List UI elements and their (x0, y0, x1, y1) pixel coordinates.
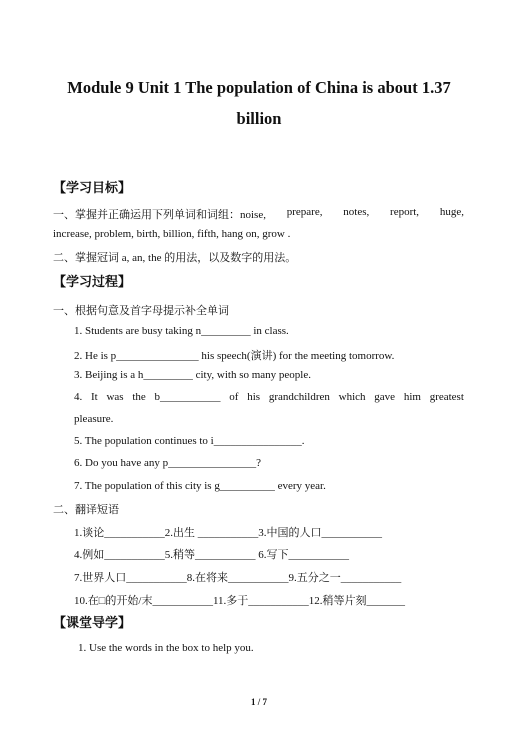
item4-word: him (403, 391, 421, 403)
guide-item-1: 1. Use the words in the box to help you. (78, 642, 254, 654)
section-heading-process: 【学习过程】 (53, 275, 132, 290)
item4-word: b___________ (154, 391, 221, 403)
page-title-line2: billion (236, 109, 282, 128)
item4-word: grandchildren (268, 391, 330, 403)
objectives-line-2: increase, problem, birth, billion, fifth, hang on, grow . (53, 228, 291, 240)
phrase-row-4: 10.在□的开始/末___________11.多于___________12.稍等片刻_______ (74, 595, 406, 607)
page-number: 1 / 7 (250, 697, 267, 707)
objectives-word: 一、掌握并正确运用下列单词和词组：noise, (53, 209, 266, 221)
item4-word: 4. (74, 391, 83, 403)
section-heading-guide: 【课堂导学】 (53, 616, 132, 631)
objectives-word: prepare, (286, 206, 323, 218)
exercise-item-3: 3. Beijing is a h_________ city, with so many people. (74, 369, 311, 381)
page-title-line1: Module 9 Unit 1 The population of China is about 1.37 (67, 78, 451, 97)
phrase-row-2: 4.例如___________5.稍等___________ 6.写下___________ (74, 549, 349, 561)
item4-word: of (229, 391, 239, 403)
item4-word: It (91, 391, 98, 403)
exercise-item-5: 5. The population continues to i________________. (74, 435, 305, 447)
exercise-item-4-continued: pleasure. (74, 413, 114, 425)
objectives-line-1 (53, 206, 464, 222)
exercise-item-7: 7. The population of this city is g__________ every year. (74, 480, 326, 492)
objectives-word: notes, (343, 206, 370, 218)
exercise-item-6: 6. Do you have any p________________? (74, 457, 261, 469)
part2-heading: 二、翻译短语 (53, 504, 119, 516)
item4-word: was (106, 391, 124, 403)
part1-heading: 一、根据句意及首字母提示补全单词 (53, 305, 229, 317)
exercise-item-1: 1. Students are busy taking n_________ in class. (74, 325, 289, 337)
exercise-item-4 (74, 391, 464, 403)
exercise-item-2: 2. He is p_______________ his speech(演讲) for the meeting tomorrow. (74, 350, 395, 362)
section-heading-objectives: 【学习目标】 (53, 181, 132, 196)
item4-word: the (132, 391, 146, 403)
objectives-line-3: 二、掌握冠词 a, an, the 的用法，以及数字的用法。 (53, 252, 297, 264)
phrase-row-3: 7.世界人口___________8.在将来___________9.五分之一___________ (74, 572, 402, 584)
objectives-word: report, (390, 206, 420, 218)
item4-word: which (338, 391, 366, 403)
objectives-word: huge, (439, 206, 464, 218)
item4-word: gave (374, 391, 396, 403)
phrase-row-1: 1.谈论___________2.出生 ___________3.中国的人口___________ (74, 527, 382, 539)
item4-word: greatest (429, 391, 464, 403)
item4-word: his (247, 391, 261, 403)
